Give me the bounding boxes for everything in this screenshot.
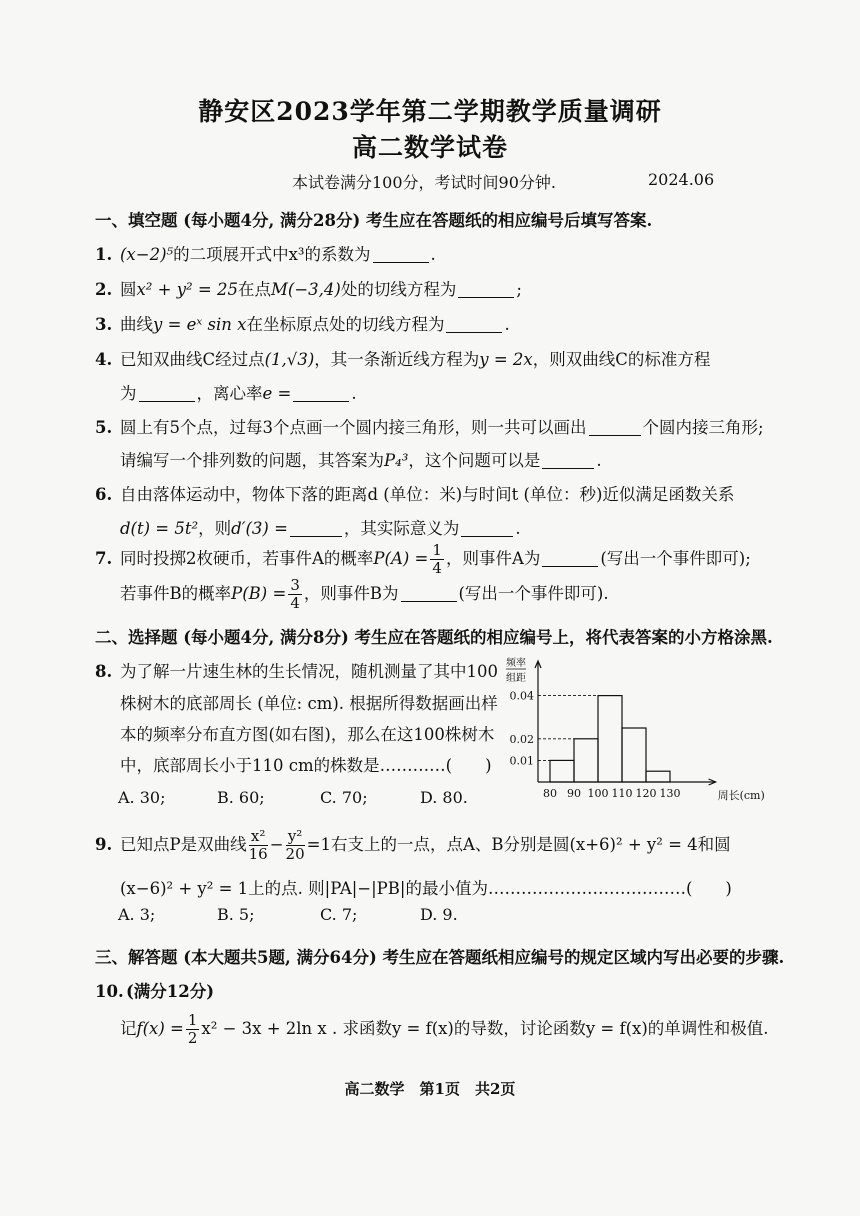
exam-info: 本试卷满分100分，考试时间90分钟. — [292, 173, 556, 192]
q5-line1-a: 圆上有5个点，过每3个点画一个圆内接三角形，则一共可以画出 — [120, 418, 587, 437]
histogram-bar — [598, 696, 622, 782]
question-8-line-2: 株树木的底部周长 (单位: cm). 根据所得数据画出样 — [120, 694, 498, 713]
exam-date: 2024.06 — [648, 170, 715, 189]
q7-prob-a: P(A) = — [373, 549, 429, 568]
q7-line1-b: ，则事件A为 — [445, 549, 541, 568]
histogram-bar — [622, 728, 646, 782]
page-footer: 高二数学 第1页 共2页 — [344, 1080, 516, 1098]
q3-curve: y = eˣ sin x — [153, 315, 247, 334]
question-8-line-4: 中，底部周长小于110 cm的株数是…………( ) — [120, 756, 492, 775]
q5-answer-blank-1 — [589, 434, 641, 436]
q9-line1-b: =1右支上的一点，点A、B分别是圆(x+6)² + y² = 4和圆 — [306, 835, 731, 854]
q8-choice-d: D. 80. — [420, 788, 468, 807]
q7-prob-b: P(B) = — [231, 584, 287, 603]
q7-line1-c: (写出一个事件即可); — [600, 549, 751, 568]
q2-number: 2. — [95, 280, 113, 299]
q8-choice-a: A. 30; — [118, 788, 166, 807]
question-8-line-3: 本的频率分布直方图(如右图)，那么在这100株树木 — [120, 725, 495, 744]
q6-line1: 自由落体运动中，物体下落的距离d (单位：米)与时间t (单位：秒)近似满足函数关系 — [120, 485, 735, 504]
q10-fraction-numerator: 1 — [187, 1011, 198, 1029]
q10-text-b: x² − 3x + 2ln x . 求函数y = f(x)的导数，讨论函数y = f(x)的单调性和极值. — [201, 1019, 769, 1038]
q7-fraction-a-denominator: 4 — [432, 559, 442, 577]
q6-derivative: d′(3) = — [231, 519, 288, 538]
question-6-line-1 — [95, 481, 734, 505]
q10-fraction — [186, 1012, 200, 1047]
q9-choice-a: A. 3; — [118, 905, 156, 924]
q9-minus: − — [269, 835, 284, 854]
q7-line2-a: 若事件B的概率 — [120, 584, 232, 603]
q4-answer-blank-1 — [139, 400, 195, 402]
section-3-header: 三、解答题 (本大题共5题, 满分64分) 考生应在答题纸相应编号的规定区域内写出必要的步骤. — [95, 948, 785, 967]
q6-function: d(t) = 5t² — [120, 519, 199, 538]
q5-line2-b: ，这个问题可以是 — [408, 451, 541, 470]
q10-function: f(x) = — [136, 1019, 184, 1038]
q4-point: (1,√3) — [264, 350, 315, 369]
y-axis-label-numerator: 频率 — [506, 658, 526, 669]
x-tick-label: 80 — [543, 787, 557, 800]
x-tick-label: 110 — [611, 787, 633, 800]
q7-fraction-a — [430, 542, 444, 577]
x-tick-label: 120 — [635, 787, 657, 800]
exam-subtitle: 高二数学试卷 — [351, 133, 508, 162]
q4-text-b: ，其一条渐近线方程为 — [314, 350, 480, 369]
section-2-header: 二、选择题 (每小题4分, 满分8分) 考生应在答题纸的相应编号上，将代表答案的小方格涂黑. — [95, 628, 773, 647]
q3-answer-blank — [446, 331, 502, 333]
q3-text-b: 在坐标原点处的切线方程为 — [246, 315, 445, 334]
q4-text-a: 已知双曲线C经过点 — [120, 350, 265, 369]
y-tick-label: 0.04 — [509, 689, 534, 703]
q8-number: 8. — [95, 662, 113, 681]
y-tick-label: 0.02 — [509, 732, 534, 746]
q1-end: . — [430, 245, 436, 264]
exam-meta — [292, 170, 715, 193]
q10-score: (满分12分) — [126, 982, 215, 1001]
q7-answer-blank-2 — [401, 600, 457, 602]
q1-text: 的二项展开式中x³的系数为 — [173, 245, 371, 264]
q10-number: 10. — [95, 982, 124, 1001]
histogram-bar — [550, 760, 574, 782]
q2-text-b: 在点 — [237, 280, 271, 299]
q5-line2-a: 请编写一个排列数的问题，其答案为 — [120, 451, 384, 470]
q1-answer-blank — [373, 261, 429, 263]
q4-number: 4. — [95, 350, 113, 369]
q1-expression: (x−2)⁵ — [120, 245, 174, 264]
q5-end: . — [596, 451, 602, 470]
q3-text-a: 曲线 — [120, 315, 153, 334]
q10-fraction-denominator: 2 — [187, 1029, 198, 1047]
q6-answer-blank-2 — [461, 535, 513, 537]
q6-answer-blank-1 — [290, 535, 342, 537]
q7-line2-b: ，则事件B为 — [303, 584, 399, 603]
q4-end: . — [351, 384, 357, 403]
q8-line1: 为了解一片速生林的生长情况，随机测量了其中100 — [120, 662, 498, 681]
q6-line2-b: ，其实际意义为 — [343, 519, 460, 538]
question-8-line-1 — [95, 658, 498, 682]
q7-number: 7. — [95, 549, 113, 568]
x-tick-label: 100 — [587, 787, 609, 800]
q2-answer-blank — [458, 296, 514, 298]
q7-fraction-b — [288, 577, 302, 612]
q9-line1-a: 已知点P是双曲线 — [120, 835, 247, 854]
q7-fraction-b-denominator: 4 — [290, 594, 300, 612]
q4-answer-blank-2 — [293, 400, 349, 402]
q9-number: 9. — [95, 835, 113, 854]
q8-choice-b: B. 60; — [217, 788, 265, 807]
question-2 — [95, 276, 522, 300]
q2-point: M(−3,4) — [270, 280, 341, 299]
q3-number: 3. — [95, 315, 113, 334]
histogram-bar — [574, 739, 598, 782]
q9-fraction-1-numerator: x² — [249, 828, 268, 846]
q2-text-c: 处的切线方程为 — [340, 280, 457, 299]
q6-number: 6. — [95, 485, 113, 504]
q6-end: . — [515, 519, 521, 538]
question-4-line-2 — [120, 380, 357, 404]
q9-fraction-2-numerator: y² — [286, 828, 305, 846]
y-tick-label: 0.01 — [509, 754, 534, 768]
q9-choice-b: B. 5; — [217, 905, 255, 924]
q5-line1-b: 个圆内接三角形; — [642, 418, 764, 437]
q9-fraction-1-denominator: 16 — [248, 845, 268, 863]
question-10-body — [120, 1012, 769, 1047]
question-5-line-2 — [120, 447, 602, 471]
q9-choice-c: C. 7; — [320, 905, 358, 924]
question-6-line-2 — [120, 515, 521, 539]
q7-fraction-b-numerator: 3 — [290, 576, 300, 594]
question-4-line-1 — [95, 346, 710, 370]
question-3 — [95, 311, 510, 335]
y-axis-label-denominator: 组距 — [506, 673, 526, 684]
histogram-bar — [646, 771, 670, 782]
section-1-header: 一、填空题 (每小题4分, 满分28分) 考生应在答题纸的相应编号后填写答案. — [95, 211, 653, 230]
q9-choice-d: D. 9. — [420, 905, 458, 924]
q2-text-a: 圆 — [120, 280, 137, 299]
q10-text-a: 记 — [120, 1019, 137, 1038]
question-9-line-2: (x−6)² + y² = 1上的点. 则|PA|−|PB|的最小值为………………………………( ) — [120, 879, 732, 898]
q4-text-c: ，则双曲线C的标准方程 — [532, 350, 711, 369]
question-7-line-1 — [95, 542, 751, 577]
q2-circle-equation: x² + y² = 25 — [136, 280, 238, 299]
q4-eccentricity: e = — [262, 384, 292, 403]
x-tick-label: 130 — [659, 787, 681, 800]
q5-permutation: P₄³ — [384, 451, 409, 470]
question-5-line-1 — [95, 414, 764, 438]
x-axis-label: 周长(cm) — [717, 789, 765, 802]
q9-fraction-2-denominator: 20 — [285, 845, 305, 863]
q2-end: ; — [516, 280, 522, 299]
question-9-line-1 — [95, 828, 731, 863]
q9-fraction-1 — [249, 828, 268, 863]
q7-answer-blank-1 — [542, 565, 598, 567]
x-tick-label: 90 — [567, 787, 581, 800]
q3-end: . — [504, 315, 510, 334]
question-7-line-2 — [120, 577, 609, 612]
q7-line1-a: 同时投掷2枚硬币，若事件A的概率 — [120, 549, 374, 568]
frequency-histogram — [488, 656, 765, 806]
q1-number: 1. — [95, 245, 113, 264]
question-1 — [95, 241, 436, 265]
q5-number: 5. — [95, 418, 113, 437]
q6-line2-a: ，则 — [198, 519, 232, 538]
q7-line2-c: (写出一个事件即可). — [458, 584, 609, 603]
q4-asymptote: y = 2x — [479, 350, 533, 369]
q5-answer-blank-2 — [542, 467, 594, 469]
q9-fraction-2 — [286, 828, 305, 863]
q4-line2-b: ，离心率 — [196, 384, 263, 403]
q4-line2-a: 为 — [120, 384, 137, 403]
exam-title: 静安区2023学年第二学期教学质量调研 — [198, 97, 662, 126]
q7-fraction-a-numerator: 1 — [432, 541, 442, 559]
question-10-header — [95, 978, 214, 1002]
q8-choice-c: C. 70; — [320, 788, 368, 807]
